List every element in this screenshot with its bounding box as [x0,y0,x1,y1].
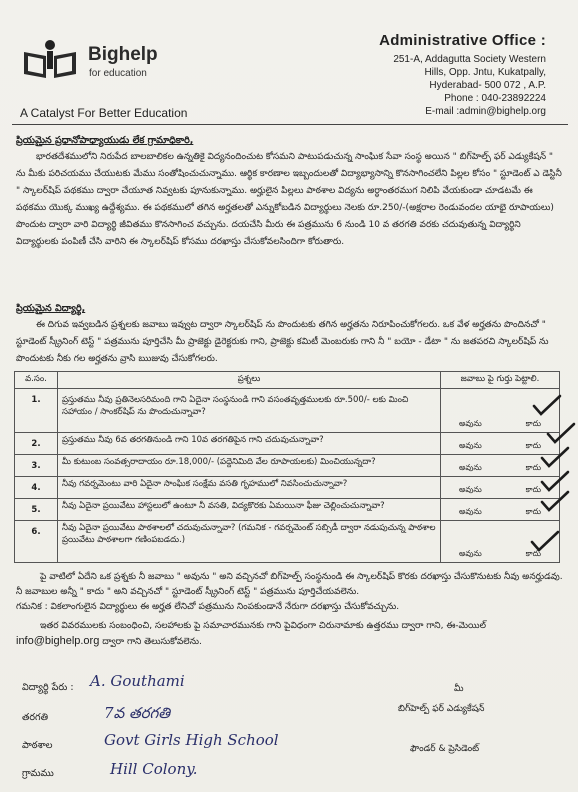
office-line: Hills, Opp. Jntu, Kukatpally, [424,67,546,78]
row-number: 1. [15,389,58,433]
salutation-headmaster: ప్రియమైన ప్రధానోపాధ్యాయుడు లేక గ్రామాధికారి, [16,135,194,146]
letter-section-2 [16,300,564,368]
header-divider [12,124,568,125]
tagline: A Catalyst For Better Education [20,106,188,120]
letter-paragraph-1: భారతదేశములోని నిరుపేద బాలబాలికల ఉన్నతికై విద్యనందించుట కోసమని పాటుపడుచున్న సాంఘిక సేవా సంస్థ అయిన " బిగ్‌హెల్ప్ ఫర్ ఎడ్యుకేషన్ " ను మీకు పరిచయము చేయుటకు మేము సంతోషించుచున్నాము. ఆర్థిక కారణాల ఇబ్బందులతో విద్యాభ్యాసాన్ని కొనసాగించలేని పిల్లల కోసం " స్టూడెంట్ ఎ డెస్టినీ " స్కాలర్‌షిప్ పథకము ద్వారా చేయూత నివ్వటకు పూనుకున్నాము. అర్హులైన పిల్లలు పాఠశాల విద్యను అర్ధాంతరముగ నిలిపి వేయకుండా చూడటమే ఈ పథకము యొక్క ముఖ్య ఉద్దేశ్యము. ఈ పథకములో తగిన అర్హతలతో ఎన్నుకోబడిన విద్యార్థులు నెలకు రూ.250/-(అక్షరాల రెండువందల యాభై రూపాయలు) పొందుట ద్వారా వారి విద్యార్థి జీవితము కొనసాగించ వచ్చును. దయచేసి మీరు ఈ పత్రమును 6 నుండి 10 వ తరగతి వరకు చదువుతున్న విద్యార్థిని విద్యార్థులకు పంపిణీ చేసి వారిని ఈ స్కాలర్‌షిప్ కోసము దరఖాస్తు చేసుకోవలసిందిగా కోరుతారు. [16,152,562,247]
letter-paragraph-2: ఈ దిగువ ఇవ్వబడిన ప్రశ్నలకు జవాబు ఇవ్వుట ద్వారా స్కాలర్‌షిప్ ను పొందుటకు తగిన అర్హతను నిరూపించుకోగలరు. ఒక వేళ అర్హతను పొందినచో " స్టూడెంట్ స్క్రీనింగ్ టెస్ట్ " పత్రమును పూర్తిచేసి మీ ప్రాజెక్టు డైరెక్టరుకు గాని, ప్రాజెక్టు కమిటీ మెంబరుకు గాని నీ " బయో - డేటా " ను జతపరచి స్కాలర్‌షిప్ ను పొందుటకు నీకు గల అర్హతను వ్రాసి ఋజువు చేసుకోగలరు. [16,320,549,364]
no-option[interactable]: కాదు [525,441,541,450]
question-text: నీవు గవర్నమెంటు వారి ఏదైనా సాంఘిక సంక్షేమ వసతి గృహములో నివసించుచున్నావా? [58,477,441,499]
yes-option[interactable]: అవును [459,507,482,516]
table-row [15,499,560,521]
office-title: Administrative Office : [379,32,546,49]
note-contact: ఇతర వివరములకు సంబంధించి, సలహాలకు పై సమాచారమునకు గాని పైవిధంగా చిరునామాకు ఉత్తరము ద్వారా గాని, ఈ-మెయిల్ [40,621,487,631]
question-text: ప్రస్తుతము నీవు ప్రతినెలసరిమంది గాని ఏదైనా సంస్థనుండి గాని వసంతవృత్తములకు రూ.500/- లకు మించి సహాయం / సాంకర్‌షిప్ ను పొందుచున్నావా? [58,389,441,433]
table-row [15,477,560,499]
table-row [15,389,560,433]
brand-subtitle: for education [89,68,147,79]
row-number: 4. [15,477,58,499]
question-text: ప్రస్తుతము నీవు 6వ తరగతినుండి గాని 10వ తరగతిపైన గాని చదువుచున్నావా? [58,433,441,455]
row-number: 5. [15,499,58,521]
brand-name: Bighelp [88,44,158,65]
office-line: Hyderabad- 500 072 , A.P. [429,80,546,91]
office-address-block [379,32,546,118]
table-row [15,433,560,455]
header-serial: వ.సం. [15,372,58,389]
eligibility-questions-table [14,371,560,563]
class-label: తరగతి [22,712,48,723]
checkmark-icon [532,394,562,416]
signature-org: బిగ్‌హెల్ప్ ఫర్ ఎడ్యుకేషన్ [398,704,485,714]
yes-option[interactable]: అవును [459,549,482,558]
row-number: 3. [15,455,58,477]
note-eligibility: పై వాటిలో ఏదేని ఒక ప్రశ్నకు నీ జవాబు " అవును " అని వచ్చినచో బిగ్‌హెల్ప్ సంస్థనుండి ఈ స్కాలర్‌షిప్ కొరకు దరఖాస్తు చేసుకొనుటకు నీవు అనర్హుడవు. నీ జవాబుల అన్నీ " కాదు " అని వచ్చినచో " స్టూడెంట్ స్క్రీనింగ్ టెస్ట్ " పత్రమును పూర్తిచేయవలెను. [16,572,563,597]
footer-notes [16,570,564,650]
email-line [16,634,564,650]
contact-email-link[interactable]: info@bighelp.org [16,635,100,647]
row-number: 2. [15,433,58,455]
office-line: E-mail :admin@bighelp.org [425,106,546,117]
question-text: నీవు ఏదైనా ప్రయివేటు హాస్టలులో ఉంటూ నీ వసతి, విద్యకొరకు ఏమయినా ఫీజు చెల్లించుచున్నావా? [58,499,441,521]
signature-yours: మీ [454,684,464,694]
yes-option[interactable]: అవును [459,441,482,450]
signature-title: ఫౌండర్ & ప్రెసిడెంట్ [410,744,480,754]
checkmark-icon [540,470,570,492]
no-option[interactable]: కాదు [525,463,541,472]
village-label: గ్రామము [22,768,54,779]
letter-section-1 [16,132,564,251]
header-answer: జవాబు పై గుర్తు పెట్టాలి. [441,372,560,389]
checkmark-icon [530,530,560,552]
no-option[interactable]: కాదు [525,419,541,428]
class-value[interactable]: 7వ తరగతి [104,704,171,722]
email-line-suffix: ద్వారా గాని తెలుసుకోవలెను. [99,637,202,647]
village-value[interactable]: Hill Colony. [110,760,198,778]
table-row [15,455,560,477]
header-questions: ప్రశ్నలు [58,372,441,389]
no-option[interactable]: కాదు [525,485,541,494]
checkmark-icon [546,422,576,444]
no-option[interactable]: కాదు [525,507,541,516]
note-disabled: గమనిక : వికలాంగులైన విద్యార్థులు ఈ అర్హత లేనిచో పత్రమును నింపకుండానే నేరుగా దరఖాస్తు చేసుకోవచ్చును. [16,602,400,612]
student-name-label: విద్యార్థి పేరు : [22,682,74,693]
question-text: నీవు ఏదైనా ప్రయివేటు పాఠశాలలో చదువుచున్నావా? (గమనిక - గవర్నమెంట్ సబ్సిడీ ద్వారా నడుపుచున్న పాఠశాల ప్రయివేటు పాఠశాలగా గణింపబడదు.) [58,521,441,563]
yes-option[interactable]: అవును [459,463,482,472]
bighelp-logo-icon [20,38,80,82]
row-number: 6. [15,521,58,563]
table-row [15,521,560,563]
salutation-student: ప్రియమైన విద్యార్థి, [16,303,86,314]
school-value[interactable]: Govt Girls High School [104,731,279,749]
checkmark-icon [540,490,570,512]
checkmark-icon [540,446,570,468]
school-label: పాఠశాల [22,740,53,751]
question-text: మీ కుటుంబ సంవత్సరాదాయం రూ.18,000/- (పద్దెనిమిది వేల రూపాయలకు) మించియున్నదా? [58,455,441,477]
no-option[interactable]: కాదు [525,549,541,558]
yes-option[interactable]: అవును [459,485,482,494]
student-name-value[interactable]: A. Gouthami [90,672,185,690]
office-line: 251-A, Addagutta Society Western [393,54,546,65]
table-header-row [15,372,560,389]
yes-option[interactable]: అవును [459,419,482,428]
office-line: Phone : 040-23892224 [444,93,546,104]
